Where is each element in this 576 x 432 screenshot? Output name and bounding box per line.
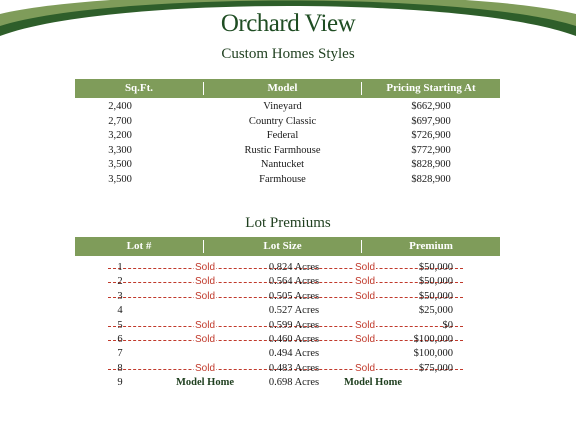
sold-label (180, 261, 230, 275)
lot-size-cell (245, 275, 343, 289)
sqft-cell: 3,500 (108, 159, 132, 171)
price-cell: $828,900 (411, 159, 451, 171)
table-row (75, 304, 500, 318)
sold-label (180, 319, 230, 333)
table-row (75, 333, 500, 347)
premium-cell: $50,000 (418, 276, 453, 288)
premium-cell: $100,000 (413, 348, 453, 360)
lot-number-cell-text: 3 (117, 290, 123, 302)
col-premium: Premium (409, 240, 453, 252)
model-cell: Farmhouse (259, 174, 306, 185)
lot-size-cell-text: 0.460 Acres (268, 334, 320, 345)
price-cell: $828,900 (411, 174, 451, 185)
lot-size-cell-text: 0.599 Acres (268, 319, 320, 331)
sold-label-text: Sold (354, 290, 375, 302)
lot-size-cell (245, 376, 343, 390)
col-lot-number: Lot # (126, 240, 152, 252)
sold-label-text: Sold (194, 262, 215, 273)
price-cell: $662,900 (411, 101, 451, 112)
table-row (75, 376, 500, 390)
lot-number-cell-text: 9 (117, 377, 123, 389)
page-subtitle: Custom Homes Styles (221, 46, 355, 62)
premium-cell: $75,000 (418, 362, 453, 374)
lot-size-cell (245, 304, 343, 318)
table-row (75, 362, 500, 376)
premium-cell: $50,000 (418, 290, 453, 302)
premium-cell: $0 (442, 319, 453, 331)
model-home-label (155, 376, 255, 390)
lot-number-cell-text: 4 (117, 305, 123, 317)
lot-number-cell (105, 362, 135, 376)
lot-size-cell (245, 261, 343, 275)
price-cell: $726,900 (411, 130, 451, 142)
model-cell: Country Classic (248, 115, 317, 127)
price-cell: $697,900 (411, 115, 451, 127)
col-pricing: Pricing Starting At (386, 82, 476, 94)
lot-number-cell (105, 275, 135, 289)
table-row (75, 319, 500, 333)
price-cell: $772,900 (411, 144, 451, 156)
premium-cell (375, 376, 453, 390)
lot-number-cell-text: 1 (117, 262, 123, 273)
col-sqft: Sq.Ft. (124, 82, 154, 94)
lot-premiums-title: Lot Premiums (245, 215, 331, 231)
lot-size-cell-text: 0.505 Acres (268, 290, 320, 302)
lot-size-cell-text: 0.527 Acres (268, 305, 320, 317)
sold-label-text: Sold (194, 334, 215, 345)
lot-size-cell-text: 0.698 Acres (268, 377, 320, 389)
sold-label-text: Sold (354, 362, 375, 374)
sold-label (180, 362, 230, 376)
sold-label-text: Sold (194, 290, 215, 302)
table-row (75, 261, 500, 275)
lot-size-cell-text: 0.564 Acres (268, 276, 320, 288)
model-cell: Vineyard (263, 101, 302, 112)
table-row (75, 275, 500, 289)
page-title: Orchard View (220, 10, 356, 37)
lot-number-cell (105, 261, 135, 275)
premium-cell: $100,000 (413, 334, 453, 345)
lot-number-cell (105, 333, 135, 347)
lot-size-cell (245, 347, 343, 361)
lot-size-cell (245, 362, 343, 376)
table-row (75, 290, 500, 304)
lot-number-cell-text: 7 (117, 348, 123, 360)
lot-number-cell-text: 8 (117, 362, 123, 374)
lot-size-cell (245, 333, 343, 347)
lot-number-cell-text: 2 (117, 276, 123, 288)
sqft-cell: 2,400 (108, 101, 132, 112)
col-lot-size: Lot Size (263, 240, 302, 252)
model-home-label-text: Model Home (343, 377, 403, 389)
table-row (75, 347, 500, 361)
sqft-cell: 3,500 (108, 174, 132, 185)
model-cell: Nantucket (260, 159, 305, 171)
lot-number-cell-text: 5 (117, 319, 123, 331)
sqft-cell: 3,300 (108, 144, 132, 156)
lot-size-cell-text: 0.824 Acres (268, 262, 320, 273)
model-cell: Rustic Farmhouse (244, 144, 321, 156)
sold-label-text: Sold (354, 319, 375, 331)
lot-number-cell (105, 376, 135, 390)
table-row (75, 100, 500, 114)
lot-number-cell (105, 290, 135, 304)
lot-number-cell (105, 347, 135, 361)
sold-label-text: Sold (354, 276, 375, 288)
sold-label-text: Sold (194, 276, 215, 288)
model-home-label-text: Model Home (175, 377, 235, 389)
styles-table-header (75, 79, 500, 98)
premium-cell: $50,000 (418, 262, 453, 273)
table-row (75, 129, 500, 143)
sold-label-text: Sold (354, 334, 375, 345)
sqft-cell: 3,200 (108, 130, 132, 142)
lots-table-header (75, 237, 500, 256)
table-row (75, 144, 500, 158)
sold-label (180, 333, 230, 347)
table-row (75, 158, 500, 172)
lot-size-cell-text: 0.494 Acres (268, 348, 320, 360)
lot-number-cell (105, 304, 135, 318)
table-row (75, 115, 500, 129)
table-row (75, 173, 500, 187)
lot-size-cell-text: 0.483 Acres (268, 362, 320, 374)
model-cell: Federal (266, 130, 299, 142)
sold-label-text: Sold (194, 319, 215, 331)
lot-number-cell-text: 6 (117, 334, 123, 345)
sold-label-text: Sold (354, 262, 375, 273)
sqft-cell: 2,700 (108, 115, 132, 127)
lot-size-cell (245, 290, 343, 304)
col-model: Model (267, 82, 298, 94)
premium-cell: $25,000 (418, 305, 453, 317)
sold-label (180, 275, 230, 289)
lot-size-cell (245, 319, 343, 333)
sold-label-text: Sold (194, 362, 215, 374)
sold-label (180, 290, 230, 304)
lot-number-cell (105, 319, 135, 333)
